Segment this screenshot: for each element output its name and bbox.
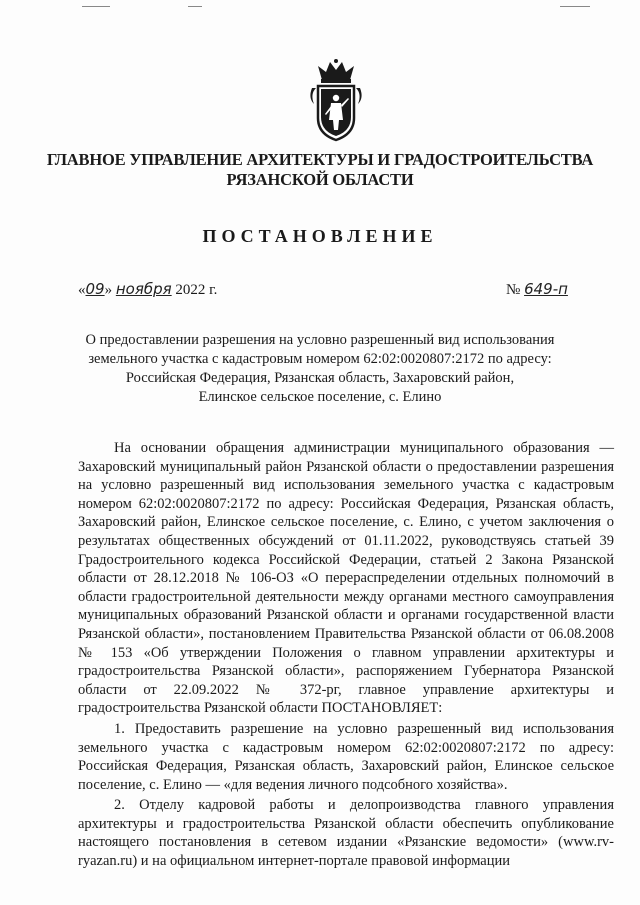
document-number [506, 280, 568, 299]
date-year: 2022 г. [175, 282, 218, 298]
body-paragraph-preamble: На основании обращения администрации муниципального образования — Захаровский муниципальный район Рязанской области о предоставлении разрешения на условно разрешенный вид использования земельного участка с кадастровым номером 62:02:0020807:2172 по адресу: Российская Федерация, Рязанская область, Захаровский район, Елинское сельское поселение, с. Елино, с учетом заключения о результатах общественных обсуждений от 01.11.2022, руководствуясь статьей 39 Градостроительного кодекса Российской Федерации, статьей 2 Закона Рязанской области от 28.12.2018 № 106-ОЗ «О перераспределении отдельных полномочий в области градостроительной деятельности между органами местного самоуправления муниципальных образований Рязанской области и органами государственной власти Рязанской области», постановлением Правительства Рязанской области от 06.08.2008 № 153 «Об утверждении Положения о главном управлении архитектуры и градостроительства Рязанской области», распоряжением Губернатора Рязанской области от 22.09.2022 № 372-рг, главное управление архитектуры и градостроительства Рязанской области ПОСТАНОВЛЯЕТ: [78, 440, 614, 717]
subject-line1: О предоставлении разрешения на условно разрешенный вид использования [85, 332, 555, 348]
ryazan-coat-of-arms-icon [304, 58, 368, 144]
organization-title-line2: РЯЗАНСКОЙ ОБЛАСТИ [226, 170, 414, 189]
body-paragraph-item1: 1. Предоставить разрешение на условно разрешенный вид использования земельного участка с кадастровым номером 62:02:0020807:2172 по адресу: Российская Федерация, Рязанская область, Захаровский район, Елинское сельское поселение, с. Елино — «для ведения личного подсобного хозяйства». [78, 720, 614, 793]
subject-line2: земельного участка с кадастровым номером 62:02:0020807:2172 по адресу: [88, 351, 552, 367]
organization-title [40, 150, 600, 190]
subject-line4: Елинское сельское поселение, с. Елино [198, 389, 442, 405]
scan-artifact [560, 6, 590, 7]
document-body [78, 439, 614, 871]
scan-artifact [188, 6, 202, 7]
date-day-handwritten: 09 [85, 280, 105, 298]
date-month-handwritten: ноября [115, 280, 172, 298]
body-paragraph-item2: 2. Отделу кадровой работы и делопроизводства главного управления архитектуры и градостроительства Рязанской области обеспечить опубликование настоящего постановления в сетевом издании «Рязанские ведомости» (www.rv-ryazan.ru) и на официальном интернет-портале правовой информации [78, 797, 614, 870]
document-type-heading: ПОСТАНОВЛЕНИЕ [202, 226, 438, 246]
number-prefix: № [506, 282, 521, 298]
organization-title-line1: ГЛАВНОЕ УПРАВЛЕНИЕ АРХИТЕКТУРЫ И ГРАДОСТРОИТЕЛЬСТВА [46, 150, 594, 169]
document-date [78, 280, 217, 299]
scan-artifact [82, 6, 110, 7]
date-close-quote: » [104, 282, 113, 298]
subject-line3: Российская Федерация, Рязанская область, Захаровский район, [125, 370, 515, 386]
date-open-quote: « [78, 282, 86, 298]
number-value-handwritten: 649-п [524, 280, 568, 298]
document-subject [70, 331, 570, 407]
